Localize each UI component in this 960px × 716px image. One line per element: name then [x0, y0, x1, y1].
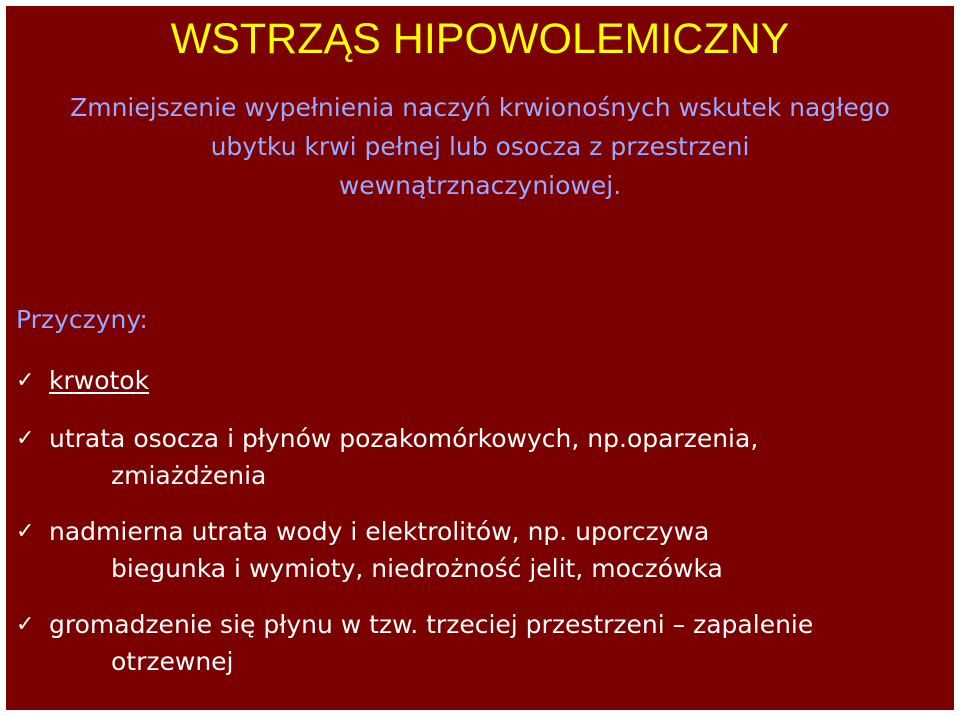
checkmark-icon: ✓ [16, 519, 35, 544]
checkmark-icon: ✓ [16, 612, 35, 637]
definition-line: wewnątrznaczyniowej. [338, 171, 622, 200]
cause-text: krwotok [49, 366, 150, 395]
cause-item [16, 420, 946, 494]
cause-text: utrata osocza i płynów pozakomórkowych, np.oparzenia, [49, 424, 759, 453]
cause-item [16, 362, 946, 399]
cause-item [16, 513, 946, 587]
definition-line: Zmniejszenie wypełnienia naczyń krwionośnych wskutek nagłego [70, 93, 890, 122]
slide [6, 6, 954, 710]
cause-text: gromadzenie się płynu w tzw. trzeciej przestrzeni – zapalenie [49, 610, 814, 639]
checkmark-icon: ✓ [16, 426, 35, 451]
definition-line: ubytku krwi pełnej lub osocza z przestrzeni [210, 132, 750, 161]
cause-text-continued: zmiażdżenia [111, 461, 267, 490]
cause-item [16, 606, 946, 680]
cause-text-continued: otrzewnej [111, 647, 234, 676]
cause-text: nadmierna utrata wody i elektrolitów, np. uporczywa [49, 517, 710, 546]
slide-title: WSTRZĄS HIPOWOLEMICZNY [170, 15, 790, 63]
cause-text-continued: biegunka i wymioty, niedrożność jelit, moczówka [111, 554, 723, 583]
definition-text [6, 88, 954, 205]
checkmark-icon: ✓ [16, 368, 35, 393]
causes-heading: Przyczyny: [16, 305, 148, 334]
